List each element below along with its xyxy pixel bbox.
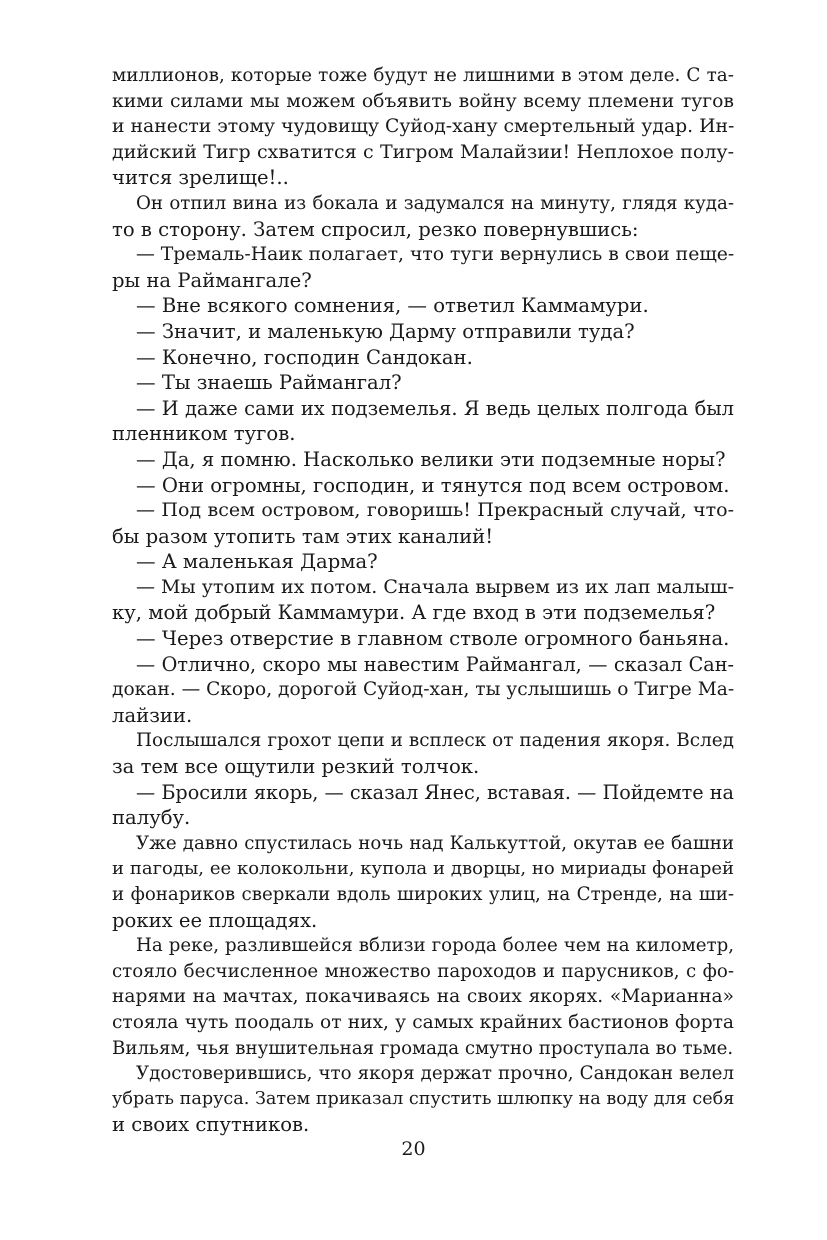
text-line: — И даже сами их подземелья. Я ведь целых полгода был (136, 396, 734, 420)
text-line: кими силами мы можем объявить войну всему племени тугов (112, 90, 734, 112)
text-line: — Вне всякого сомнения, — ответил Каммамури. (136, 294, 649, 318)
text-line: Уже давно спустилась ночь над Калькуттой, окутав ее башни (136, 832, 734, 854)
text-line: миллионов, которые тоже будут не лишними в этом деле. С та- (112, 65, 734, 86)
text-line: ку, мой добрый Каммамури. А где вход в эти подземелья? (112, 601, 716, 625)
text-line: чится зрелище!.. (112, 166, 289, 190)
text-line: и нанести этому чудовищу Суйод-хану смертельный удар. Ин- (112, 116, 735, 138)
text-line: — Бросили якорь, — сказал Янес, вставая. — Пойдемте на (136, 780, 734, 804)
text-line: — Конечно, господин Сандокан. (136, 345, 473, 369)
text-line: Вильям, чья внушительная громада смутно проступала во тьме. (112, 1037, 734, 1059)
text-line: докан. — Скоро, дорогой Суйод-хан, ты услышишь о Тигре Ма- (112, 679, 735, 701)
text-line: — Отлично, скоро мы навестим Раймангал, — сказал Сан- (136, 652, 734, 676)
text-line: Удостоверившись, что якоря держат прочно, Сандокан велел (136, 1063, 734, 1085)
text-line: — Да, я помню. Насколько велики эти подземные норы? (136, 447, 726, 471)
text-line: стояло бесчисленное множество пароходов и парусников, с фо- (112, 960, 734, 982)
text-line: лайзии. (112, 703, 193, 727)
text-line: и пагоды, ее колокольни, купола и дворцы, но мириады фонарей (112, 858, 734, 880)
text-line: пленником тугов. (112, 422, 296, 446)
text-line: — Ты знаешь Раймангал? (136, 371, 402, 395)
text-line: Послышался грохот цепи и всплеск от падения якоря. Вслед (136, 730, 734, 752)
text-line: за тем все ощутили резкий толчок. (112, 755, 480, 779)
text-line: нарями на мачтах, покачиваясь на своих якорях. «Марианна» (112, 986, 734, 1008)
text-line: — А маленькая Дарма? (136, 550, 378, 574)
text-line: палубу. (112, 806, 191, 830)
text-line: роких ее площадях. (112, 908, 318, 932)
text-line: — Через отверстие в главном стволе огромного баньяна. (136, 627, 730, 651)
text-line: дийский Тигр схватится с Тигром Малайзии! Неплохое полу- (112, 140, 734, 163)
text-line: бы разом утопить там этих каналий! (112, 524, 494, 548)
text-line: — Мы утопим их потом. Сначала вырвем из их лап малыш- (136, 575, 734, 598)
text-line: и своих спутников. (112, 1113, 310, 1137)
text-line: Он отпил вина из бокала и задумался на минуту, глядя куда- (136, 192, 734, 214)
text-line: то в сторону. Затем спросил, резко повернувшись: (112, 217, 639, 241)
text-line: убрать паруса. Затем приказал спустить шлюпку на воду для себя (112, 1088, 735, 1109)
text-line: ры на Раймангале? (112, 268, 312, 292)
text-line: — Тремаль-Наик полагает, что туги вернулись в свои пеще- (136, 244, 735, 266)
text-line: и фонариков сверкали вдоль широких улиц, на Стренде, на ши- (112, 884, 734, 905)
text-line: стояла чуть поодаль от них, у самых крайних бастионов форта (112, 1011, 734, 1033)
text-line: — Они огромны, господин, и тянутся под всем островом. (136, 473, 730, 497)
text-line: — Значит, и маленькую Дарму отправили туда? (136, 319, 635, 343)
text-line: На реке, разлившейся вблизи города более чем на километр, (136, 935, 734, 957)
book-page-text (112, 63, 734, 1138)
text-line: — Под всем островом, говоришь! Прекрасный случай, что- (136, 499, 734, 522)
page-number: 20 (401, 1138, 426, 1160)
